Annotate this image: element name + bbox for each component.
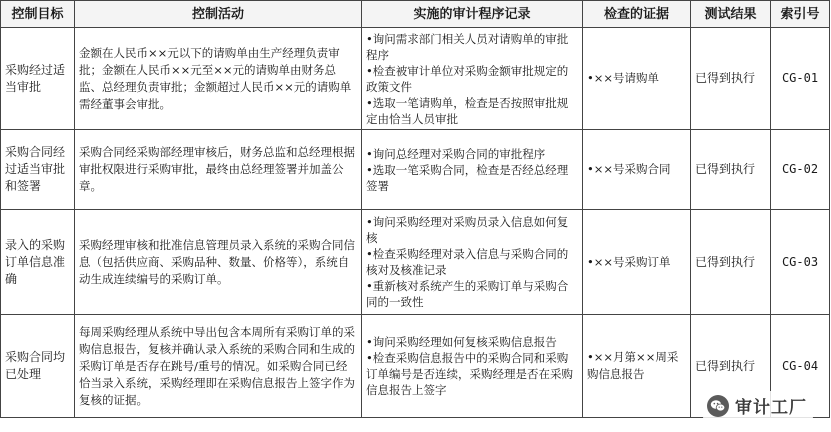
procedure-item: •检查被审计单位对采购金额审批规定的政策文件	[366, 63, 569, 94]
procedure-item: •询问采购经理如何复核采购信息报告	[366, 335, 557, 349]
evidence-cell: •××号采购合同	[583, 130, 691, 210]
table-row	[1, 28, 830, 130]
watermark-text: 审计工厂	[735, 398, 807, 418]
header-audit-procedures: 实施的审计程序记录	[362, 1, 583, 28]
header-control-objective: 控制目标	[1, 1, 75, 28]
control-activity-cell: 采购合同经采购部经理审核后，财务总监和总经理根据审批权限进行采购审批，最终由总经理签署并加盖公章。	[75, 130, 362, 210]
audit-procedures-cell	[362, 315, 583, 418]
index-number-cell: CG-01	[771, 28, 830, 130]
audit-procedures-cell	[362, 130, 583, 210]
procedure-item: •选取一笔请购单，检查是否按照审批规定由恰当人员审批	[366, 95, 569, 126]
evidence-cell: •××号请购单	[583, 28, 691, 130]
table-row	[1, 210, 830, 315]
test-result-cell: 已得到执行	[691, 315, 771, 418]
control-activity-cell: 采购经理审核和批准信息管理员录入系统的采购合同信息（包括供应商、采购品种、数量、价格等），系统自动生成连续编号的采购订单。	[75, 210, 362, 315]
header-control-activity: 控制活动	[75, 1, 362, 28]
procedure-item: •检查采购经理对录入信息与采购合同的核对及核准记录	[366, 247, 569, 277]
audit-procedures-cell	[362, 210, 583, 315]
procedure-item: •检查采购信息报告中的采购合同和采购订单编号是否连续，采购经理是否在采购信息报告上签字	[366, 351, 573, 397]
watermark	[703, 391, 813, 420]
table-row	[1, 130, 830, 210]
procedure-item: •重新核对系统产生的采购订单与采购合同的一致性	[366, 279, 569, 309]
control-objective-cell: 录入的采购订单信息准确	[1, 210, 75, 315]
header-test-result: 测试结果	[691, 1, 771, 28]
evidence-cell: •××月第××周采购信息报告	[583, 315, 691, 418]
control-objective-cell: 采购经过适当审批	[1, 28, 75, 130]
evidence-cell: •××号采购订单	[583, 210, 691, 315]
test-result-cell: 已得到执行	[691, 210, 771, 315]
index-number-cell: CG-02	[771, 130, 830, 210]
procedure-item: •选取一笔采购合同，检查是否经总经理签署	[366, 162, 569, 193]
procedure-item: •询问采购经理对采购员录入信息如何复核	[366, 215, 569, 245]
header-index-number: 索引号	[771, 1, 830, 28]
procedure-item: •询问需求部门相关人员对请购单的审批程序	[366, 31, 569, 62]
control-activity-cell: 金额在人民币××元以下的请购单由生产经理负责审批；金额在人民币××元至××元的请购单由财务总监、总经理负责审批；金额超过人民币××元的请购单需经董事会审批。	[75, 28, 362, 130]
test-result-cell: 已得到执行	[691, 130, 771, 210]
test-result-cell: 已得到执行	[691, 28, 771, 130]
procedure-item: •询问总经理对采购合同的审批程序	[366, 146, 546, 161]
control-objective-cell: 采购合同经过适当审批和签署	[1, 130, 75, 210]
wechat-icon	[707, 395, 729, 417]
audit-procedures-cell	[362, 28, 583, 130]
header-evidence: 检查的证据	[583, 1, 691, 28]
index-number-cell: CG-03	[771, 210, 830, 315]
table-header-row	[1, 1, 830, 28]
control-objective-cell: 采购合同均已处理	[1, 315, 75, 418]
index-number-cell: CG-04	[771, 315, 830, 418]
control-activity-cell: 每周采购经理从系统中导出包含本周所有采购订单的采购信息报告，复核并确认录入系统的采购合同和生成的采购订单是否存在跳号/重号的情况。如采购合同已经恰当录入系统，采购经理即在采购信息报告上签字作为复核的证据。	[75, 315, 362, 418]
